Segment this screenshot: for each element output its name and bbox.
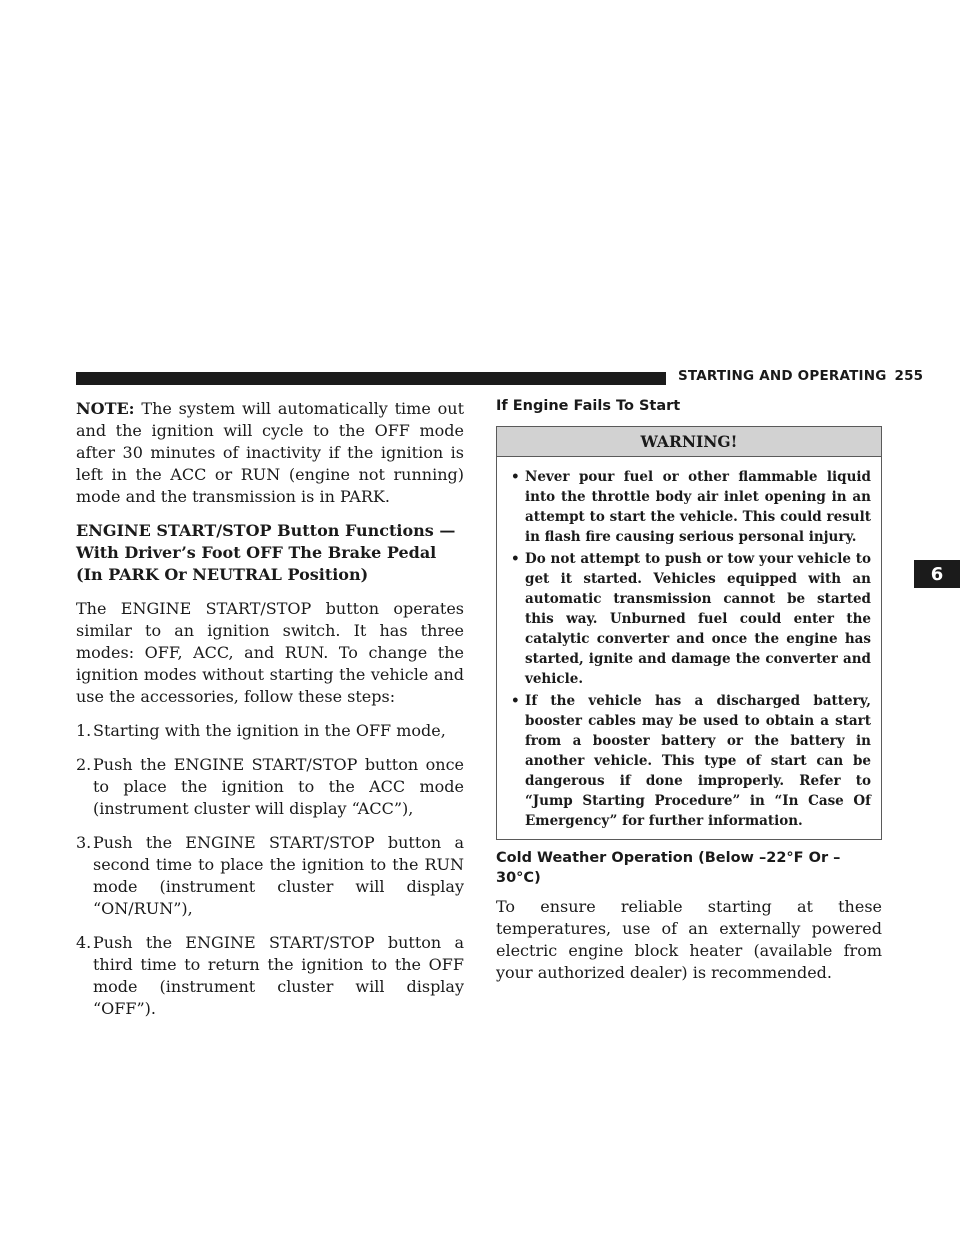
section-heading-engine-fails: If Engine Fails To Start [496, 398, 681, 414]
warning-title: WARNING! [497, 427, 881, 457]
warning-item [507, 691, 871, 831]
section-heading-cold-weather: Cold Weather Operation (Below –22°F Or –30°C) [496, 850, 841, 886]
bullet-icon: • [511, 551, 520, 567]
step-item [76, 720, 464, 742]
warning-text: Never pour fuel or other flammable liquid into the throttle body air inlet opening in an attempt to start the vehicle. This could result in flash fire causing serious personal injury. [525, 469, 871, 545]
step-text: Starting with the ignition in the OFF mode, [93, 721, 446, 740]
step-item [76, 832, 464, 920]
note-paragraph [76, 398, 464, 508]
step-text: Push the ENGINE START/STOP button once to place the ignition to the ACC mode (instrument cluster will display “ACC”), [93, 755, 464, 818]
running-header [678, 368, 923, 384]
warning-body [497, 457, 881, 839]
subsection-heading: ENGINE START/STOP Button Functions — With Driver’s Foot OFF The Brake Pedal (In PARK Or NEUTRAL Position) [76, 521, 456, 584]
warning-box [496, 426, 882, 840]
right-column [496, 396, 882, 984]
intro-paragraph: The ENGINE START/STOP button operates similar to an ignition switch. It has three modes: OFF, ACC, and RUN. To change the ignition modes without starting the vehicle and use the accessories, follow these steps: [76, 599, 464, 706]
warning-text: Do not attempt to push or tow your vehicle to get it started. Vehicles equipped with an automatic transmission cannot be started this way. Unburned fuel could enter the catalytic converter and once the engine has started, ignite and damage the converter and vehicle. [525, 551, 871, 687]
section-title: STARTING AND OPERATING [678, 368, 887, 384]
steps-list [76, 720, 464, 1020]
note-label: NOTE: [76, 399, 135, 418]
warning-item [507, 467, 871, 547]
page-number: 255 [894, 368, 924, 384]
step-number: 3. [76, 833, 92, 852]
warning-list [507, 467, 871, 831]
step-text: Push the ENGINE START/STOP button a third time to return the ignition to the OFF mode (instrument cluster will display “OFF”). [93, 933, 464, 1018]
warning-item [507, 549, 871, 689]
step-number: 4. [76, 933, 92, 952]
bullet-icon: • [511, 693, 520, 709]
cold-weather-paragraph: To ensure reliable starting at these temperatures, use of an externally powered electric engine block heater (available from your authorized dealer) is recommended. [496, 897, 882, 982]
step-number: 1. [76, 721, 92, 740]
bullet-icon: • [511, 469, 520, 485]
step-number: 2. [76, 755, 92, 774]
left-column [76, 398, 464, 1032]
step-item [76, 932, 464, 1020]
step-item [76, 754, 464, 820]
header-rule [76, 372, 666, 385]
chapter-tab: 6 [914, 560, 960, 588]
note-text: The system will automatically time out and the ignition will cycle to the OFF mode after 30 minutes of inactivity if the ignition is left in the ACC or RUN (engine not running) mode and the transmission is in PARK. [76, 399, 464, 506]
step-text: Push the ENGINE START/STOP button a second time to place the ignition to the RUN mode (instrument cluster will display “ON/RUN”), [93, 833, 464, 918]
warning-text: If the vehicle has a discharged battery, booster cables may be used to obtain a start from a booster battery or the battery in another vehicle. This type of start can be dangerous if done improperly. Refer to “Jump Starting Procedure” in “In Case Of Emergency” for further information. [525, 693, 871, 829]
